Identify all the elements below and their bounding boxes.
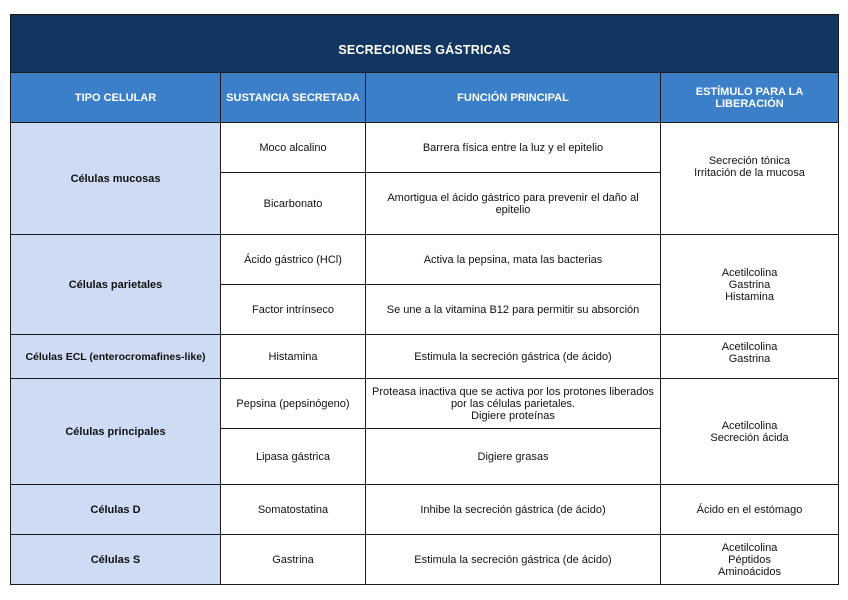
stimulus-line: Acetilcolina [721, 419, 778, 432]
cell-type: Células mucosas [11, 123, 221, 235]
stimulus-line: Gastrina [728, 353, 771, 365]
substance-cell: Somatostatina [221, 485, 366, 535]
stimulus-line: Secreción tónica [708, 155, 791, 167]
substance-cell: Factor intrínseco [221, 285, 366, 335]
stimulus-cell [661, 123, 839, 235]
function-text-extra: Digiere proteínas [471, 409, 555, 422]
function-cell: Barrera física entre la luz y el epitelio [366, 123, 661, 173]
stimulus-line: Irritación de la mucosa [694, 167, 805, 179]
stimulus-line: Acetilcolina [721, 266, 778, 279]
function-cell: Se une a la vitamina B12 para permitir su absorción [366, 285, 661, 335]
function-cell: Activa la pepsina, mata las bacterias [366, 235, 661, 285]
stimulus-cell [661, 535, 839, 585]
function-cell: Inhibe la secreción gástrica (de ácido) [366, 485, 661, 535]
stimulus-line: Histamina [725, 290, 774, 303]
stimulus-cell [661, 235, 839, 335]
cell-type: Células parietales [11, 235, 221, 335]
stimulus-line: Aminoácidos [718, 565, 781, 578]
cell-type: Células S [11, 535, 221, 585]
substance-cell: Histamina [221, 335, 366, 379]
header-cell-type: TIPO CELULAR [11, 73, 221, 123]
substance-cell: Lipasa gástrica [221, 429, 366, 485]
stimulus-cell [661, 379, 839, 485]
function-text: Proteasa inactiva que se activa por los protones liberados por las células parietales. [372, 385, 654, 410]
function-cell: Amortigua el ácido gástrico para prevenir el daño al epitelio [366, 173, 661, 235]
cell-type: Células D [11, 485, 221, 535]
substance-cell: Gastrina [221, 535, 366, 585]
function-cell [366, 379, 661, 429]
stimulus-line: Acetilcolina [721, 541, 778, 554]
stimulus-line: Acetilcolina [721, 341, 778, 353]
stimulus-line: Péptidos [728, 553, 771, 566]
function-cell: Estimula la secreción gástrica (de ácido) [366, 335, 661, 379]
stimulus-line: Gastrina [728, 278, 771, 291]
cell-type: Células ECL (enterocromafines-like) [11, 335, 221, 379]
table-title: SECRECIONES GÁSTRICAS [11, 15, 839, 73]
header-substance: SUSTANCIA SECRETADA [221, 73, 366, 123]
function-cell: Digiere grasas [366, 429, 661, 485]
cell-type: Células principales [11, 379, 221, 485]
header-stimulus: ESTÍMULO PARA LA LIBERACIÓN [661, 73, 839, 123]
stimulus-line: Secreción ácida [710, 431, 789, 444]
substance-cell: Ácido gástrico (HCl) [221, 235, 366, 285]
stimulus-cell: Ácido en el estómago [661, 485, 839, 535]
stimulus-cell [661, 335, 839, 379]
substance-cell: Bicarbonato [221, 173, 366, 235]
secretions-table [10, 14, 839, 585]
function-cell: Estimula la secreción gástrica (de ácido) [366, 535, 661, 585]
header-function: FUNCIÓN PRINCIPAL [366, 73, 661, 123]
substance-cell: Pepsina (pepsinógeno) [221, 379, 366, 429]
substance-cell: Moco alcalino [221, 123, 366, 173]
